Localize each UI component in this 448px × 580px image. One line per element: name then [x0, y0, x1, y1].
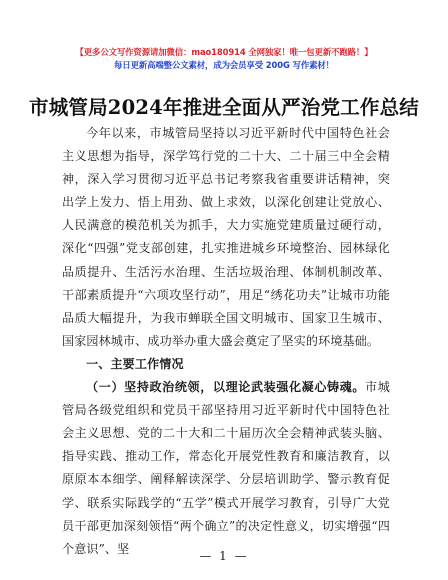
document-body	[62, 122, 390, 561]
promo-banner-line-1: 【更多公文写作资源请加微信：mao180914 全网独家！唯一包更新不跑路！】	[75, 47, 373, 57]
subsection-text-1: 市城管局各级党组织和党员干部坚持用习近平新时代中国特色社会主义思想、党的二十大和二十届历次全会精神武装头脑、指导实践、推动工作，常态化开展党性教育和廉洁教育，以原原本本细学、阐释解读深学、分层培训助学、警示教育促学、联系实际践学的“五学”模式开展学习教育，引导广大党员干部更加深刻领悟“两个确立”的决定性意义，切实增强“四个意识”、坚	[62, 380, 390, 556]
section-heading-1: 一、主要工作情况	[86, 356, 184, 371]
promo-banner-line-2: 每日更新高端整公文素材，成为会员享受 200G 写作素材！	[114, 60, 334, 70]
subsection-paragraph-1	[62, 376, 390, 561]
document-title: 市城管局2024年推进全面从严治党工作总结	[29, 96, 419, 119]
page-number: — 1 —	[199, 549, 249, 563]
intro-paragraph: 今年以来，市城管局坚持以习近平新时代中国特色社会主义思想为指导，深学笃行党的二十大、二十届三中全会精神，深入学习贯彻习近平总书记考察我省重要讲话精神，突出学上发力、悟上用劲、做上求效，以深化创建让党放心、人民满意的模范机关为抓手，大力实施党建质量过硬行动，深化“四强”党支部创建，扎实推进城乡环境整治、园林绿化品质提升、生活污水治理、生活垃圾治理、体制机制改革、干部素质提升“六项攻坚行动”，用足“绣花功夫”让城市功能品质大幅提升，为我市蝉联全国文明城市、国家卫生城市、国家园林城市、成功举办重大盛会奠定了坚实的环境基础。	[62, 126, 390, 348]
subsection-heading-1: （一）坚持政治统领，以理论武装强化凝心铸魂。	[86, 380, 366, 395]
